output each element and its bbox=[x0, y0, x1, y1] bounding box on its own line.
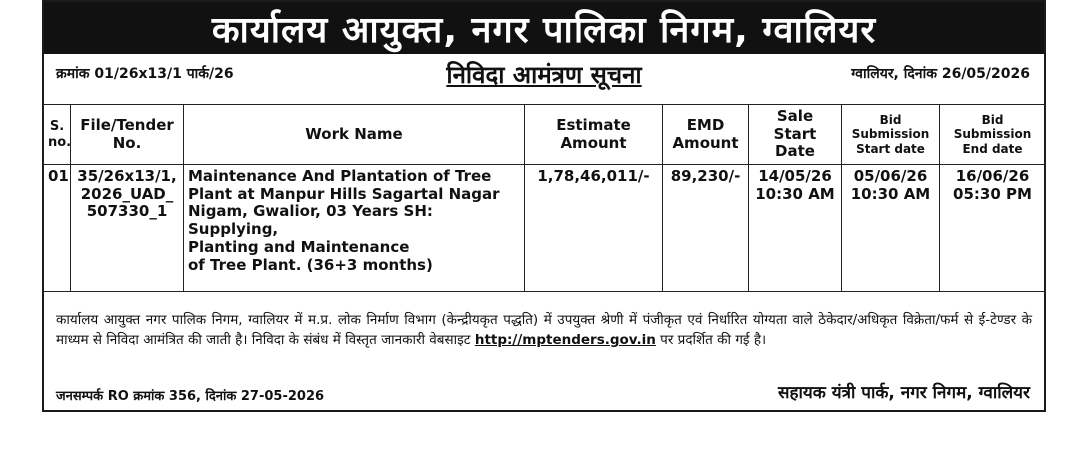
bid-end-time: 05:30 PM bbox=[953, 184, 1032, 203]
work-name-line: Nigam, Gwalior, 03 Years SH: Supplying, bbox=[188, 202, 433, 239]
bid-start-date: 05/06/26 bbox=[853, 167, 928, 186]
table-row bbox=[44, 165, 1046, 292]
table-header-row bbox=[44, 105, 1046, 165]
col-header-file-tender: File/Tender No. bbox=[71, 105, 184, 165]
work-name-line: Maintenance And Plantation of Tree bbox=[188, 167, 492, 186]
footer-text: कार्यालय आयुक्त नगर पालिक निगम, ग्वालियर में म.प्र. लोक निर्माण विभाग (केन्द्रीयकृत पद्धति) में उपयुक्त श्रेणी में पंजीकृत एवं निर्धारित योग्यता वाले ठेकेदार/अधिकृत विक्रेता/फर्म से ई-टेण्डर के माध्यम से निविदा आमंत्रित की जाती है। निविदा के संबंध में विस्तृत जानकारी वेबसाइट bbox=[56, 312, 1032, 349]
sale-start-time: 10:30 AM bbox=[755, 184, 835, 203]
pr-note: जनसम्पर्क RO क्रमांक 356, दिनांक 27-05-2026 bbox=[56, 389, 325, 404]
sale-start-date: 14/05/26 bbox=[758, 167, 832, 186]
col-header-emd: EMD Amount bbox=[663, 105, 749, 165]
work-name-line: Plant at Manpur Hills Sagartal Nagar bbox=[188, 184, 500, 203]
office-banner: कार्यालय आयुक्त, नगर पालिका निगम, ग्वालियर bbox=[44, 2, 1044, 54]
cell-file-tender-no bbox=[71, 165, 184, 292]
cell-sale-start bbox=[749, 165, 842, 292]
file-tender-line: 2026_UAD_ bbox=[80, 184, 174, 203]
col-header-bid-end: Bid Submission End date bbox=[940, 105, 1046, 165]
footer-paragraph bbox=[44, 304, 1044, 351]
file-tender-line: 507330_1 bbox=[86, 202, 168, 221]
cell-emd-amount: 89,230/- bbox=[663, 165, 749, 292]
reference-number: क्रमांक 01/26x13/1 पार्क/26 bbox=[56, 66, 234, 82]
cell-work-name bbox=[184, 165, 525, 292]
cell-estimate-amount: 1,78,46,011/- bbox=[525, 165, 663, 292]
bid-start-time: 10:30 AM bbox=[850, 184, 931, 203]
work-name-line: Planting and Maintenance bbox=[188, 237, 410, 256]
notice-title: निविदा आमंत्रण सूचना bbox=[446, 61, 642, 89]
work-name-line: of Tree Plant. (36+3 months) bbox=[188, 255, 433, 274]
tender-website-link[interactable]: http://mptenders.gov.in bbox=[474, 332, 656, 349]
col-header-work-name: Work Name bbox=[184, 105, 525, 165]
cell-bid-end bbox=[940, 165, 1046, 292]
bid-end-date: 16/06/26 bbox=[955, 167, 1030, 186]
tender-table bbox=[43, 104, 1046, 292]
footer-text-end: पर प्रदर्शित की गई है। bbox=[655, 332, 767, 349]
cell-bid-start bbox=[842, 165, 940, 292]
signatory: सहायक यंत्री पार्क, नगर निगम, ग्वालियर bbox=[777, 383, 1030, 403]
file-tender-line: 35/26x13/1, bbox=[77, 167, 177, 186]
meta-row bbox=[44, 54, 1044, 104]
col-header-sale-start: Sale Start Date bbox=[749, 105, 842, 165]
place-date: ग्वालियर, दिनांक 26/05/2026 bbox=[851, 66, 1030, 82]
tender-notice bbox=[42, 0, 1046, 412]
col-header-sno: S. no. bbox=[44, 105, 71, 165]
cell-sno: 01 bbox=[44, 165, 71, 292]
col-header-estimate: Estimate Amount bbox=[525, 105, 663, 165]
col-header-bid-start: Bid Submission Start date bbox=[842, 105, 940, 165]
